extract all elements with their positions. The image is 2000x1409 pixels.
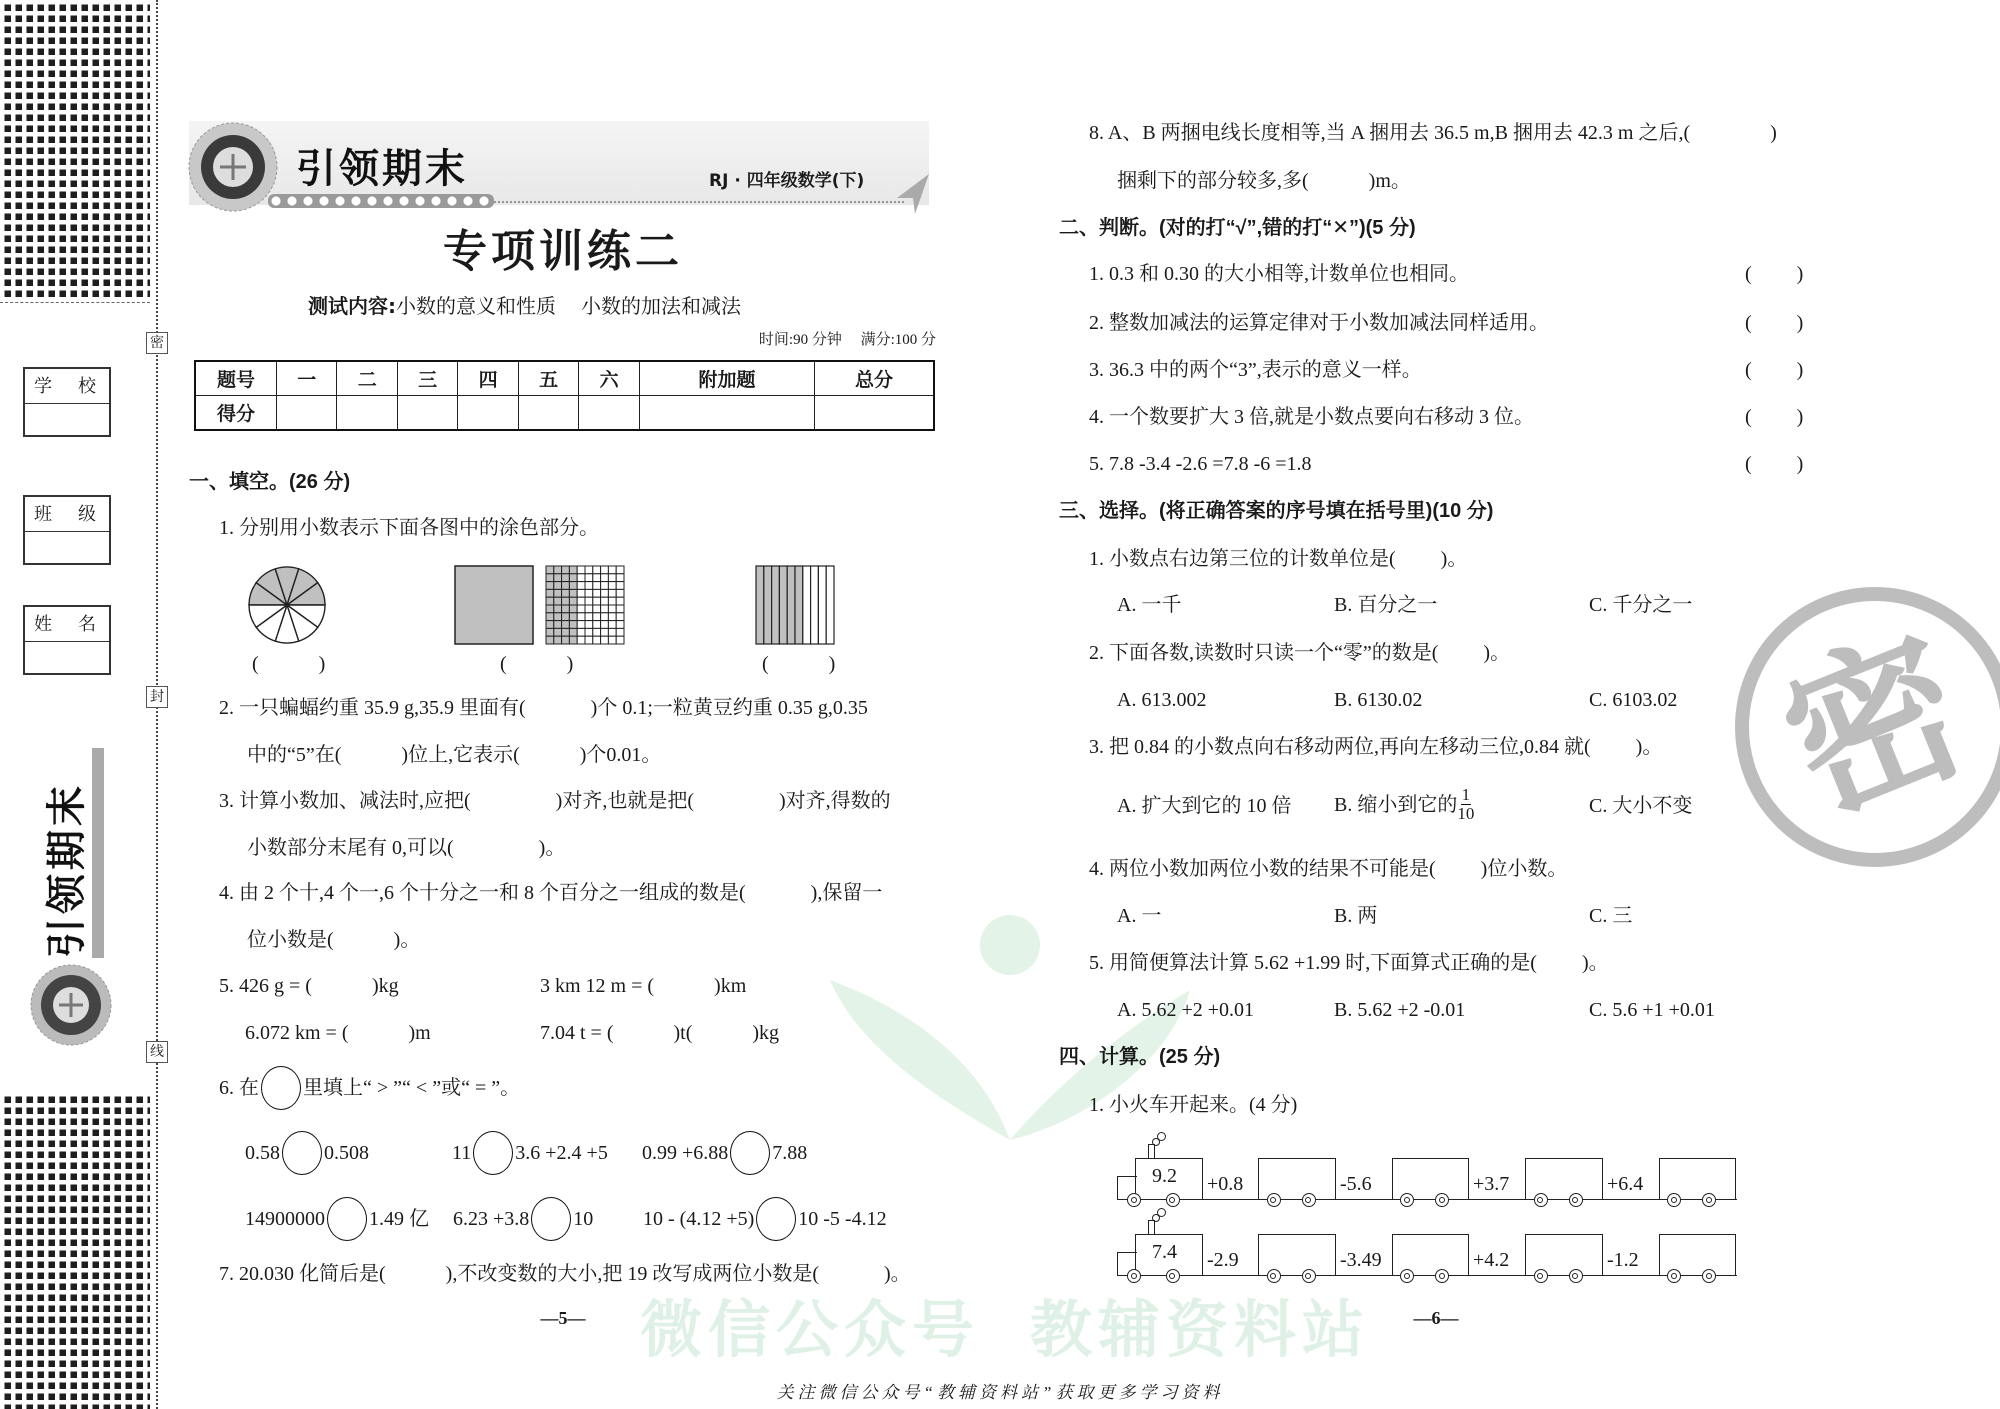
judgment-item: 5. 7.8 -3.4 -2.6 =7.8 -6 =1.8: [1089, 453, 1312, 475]
grid-cell: [554, 605, 562, 613]
train-row: [1100, 1128, 1760, 1208]
section-1-heading: 一、填空。(26 分): [189, 471, 351, 493]
grid-cell: [562, 597, 570, 605]
grid-cell: [616, 582, 624, 590]
footer-note: 关注微信公众号“教辅资料站”获取更多学习资料: [776, 1383, 1224, 1402]
score-cell[interactable]: [397, 396, 457, 431]
train-operation: -1.2: [1607, 1249, 1639, 1271]
score-cell[interactable]: [458, 396, 518, 431]
margin-logo-bar: [92, 748, 104, 958]
fraction-numerator: 1: [1461, 785, 1471, 804]
strip: [811, 566, 819, 644]
comparison-item: [452, 1131, 608, 1175]
train-operation: +3.7: [1473, 1173, 1510, 1195]
choice-option-a[interactable]: A. 613.002: [1117, 689, 1207, 711]
track-line: [1117, 1275, 1737, 1276]
margin-pattern-top: [0, 0, 150, 298]
choice-question: 4. 两位小数加两位小数的结果不可能是( )位小数。: [1089, 858, 1568, 880]
grid-cell: [585, 582, 593, 590]
train-operation: -5.6: [1340, 1173, 1372, 1195]
section-4-heading: 四、计算。(25 分): [1059, 1046, 1221, 1068]
question-1-3: 3. 计算小数加、减法时,应把( )对齐,也就是把( )对齐,得数的: [219, 790, 891, 812]
wheel-icon: [1400, 1269, 1414, 1283]
grid-cell: [546, 566, 554, 574]
grid-cell: [616, 621, 624, 629]
grid-cell: [554, 621, 562, 629]
grid-cell: [585, 621, 593, 629]
grid-cell: [577, 628, 585, 636]
page-number-left: —5—: [540, 1308, 586, 1328]
grid-cell: [569, 566, 577, 574]
score-cell[interactable]: [815, 396, 934, 431]
comparison-right: 10 -5 -4.12: [798, 1208, 887, 1230]
grid-cell: [608, 566, 616, 574]
choice-option-c[interactable]: C. 大小不变: [1589, 795, 1693, 817]
grid-cell: [585, 636, 593, 644]
page-number-right: —6—: [1413, 1308, 1459, 1328]
grid-cell: [601, 582, 609, 590]
grid-cell: [546, 613, 554, 621]
choice-option-b[interactable]: B. 百分之一: [1334, 594, 1438, 616]
comparison-blank[interactable]: [282, 1131, 322, 1175]
grid-cell: [546, 582, 554, 590]
time-and-score: 时间:90 分钟 满分:100 分: [758, 332, 936, 348]
header-logo-wheel-icon: [186, 120, 280, 214]
margin-divider: [0, 302, 150, 303]
grid-cell: [593, 605, 601, 613]
grid-cell: [608, 628, 616, 636]
header-cell: 二: [337, 361, 397, 396]
grid-cell: [577, 613, 585, 621]
comparison-left: 6.23 +3.8: [453, 1208, 530, 1230]
strip: [779, 566, 787, 644]
grid-cell: [569, 621, 577, 629]
engine-start-value: 7.4: [1152, 1241, 1177, 1263]
grid-cell: [593, 589, 601, 597]
q6-suffix: 里填上“ > ”“ < ”或“ = ”。: [303, 1077, 521, 1099]
score-table-header-row: [195, 361, 934, 396]
header-cell: 六: [579, 361, 639, 396]
strip: [803, 566, 811, 644]
grid-cell: [562, 582, 570, 590]
grid-cell: [608, 636, 616, 644]
comparison-item: [245, 1131, 369, 1175]
strip: [795, 566, 803, 644]
grid-cell: [601, 566, 609, 574]
paper-plane-icon: [895, 172, 931, 216]
strip: [764, 566, 772, 644]
grid-cell: [569, 574, 577, 582]
comparison-right: 0.508: [324, 1142, 369, 1164]
choice-option-a[interactable]: A. 扩大到它的 10 倍: [1117, 795, 1292, 817]
fraction-denominator: 10: [1457, 804, 1475, 823]
score-table-score-row: [195, 396, 934, 431]
subtitle-content: 小数的意义和性质 小数的加法和减法: [396, 296, 741, 318]
grid-cell: [546, 574, 554, 582]
wheel-icon: [1667, 1269, 1681, 1283]
track-line: [1117, 1199, 1737, 1200]
comparison-item: [245, 1197, 429, 1241]
judgment-item: 2. 整数加减法的运算定律对于小数加减法同样适用。: [1089, 312, 1549, 334]
name-label: 姓 名: [25, 607, 109, 642]
page-title: 专项训练二: [443, 226, 683, 277]
comparison-item: [643, 1197, 887, 1241]
grid-cell: [569, 582, 577, 590]
strip: [818, 566, 826, 644]
question-1-1: 1. 分别用小数表示下面各图中的涂色部分。: [219, 517, 599, 539]
comparison-right: 3.6 +2.4 +5: [515, 1142, 608, 1164]
grid-cell: [593, 582, 601, 590]
judgment-blank[interactable]: ( ): [1745, 312, 1804, 334]
class-label: 班 级: [25, 497, 109, 532]
seal-label-mi: 密: [146, 332, 168, 354]
grid-cell: [585, 628, 593, 636]
grid-cell: [593, 574, 601, 582]
grid-cell: [608, 605, 616, 613]
grid-cell: [554, 636, 562, 644]
choice-option-b[interactable]: B. 6130.02: [1334, 689, 1423, 711]
grid-cell: [577, 597, 585, 605]
choice-option-b[interactable]: B. 两: [1334, 905, 1378, 927]
grid-cell: [577, 636, 585, 644]
figure-answer-blank[interactable]: ( ): [762, 653, 836, 675]
grid-cell: [569, 589, 577, 597]
comparison-left: 11: [452, 1142, 472, 1164]
wheel-icon: [1166, 1269, 1180, 1283]
comparison-item: [453, 1197, 593, 1241]
score-table: [194, 360, 935, 431]
grid-cell: [616, 613, 624, 621]
grid-cell: [577, 574, 585, 582]
grid-cell: [593, 597, 601, 605]
grid-cell: [577, 605, 585, 613]
comparison-blank[interactable]: [756, 1197, 796, 1241]
watermark-leaf-logo: [820, 900, 1200, 1160]
judgment-blank[interactable]: ( ): [1745, 359, 1804, 381]
choice-option-c[interactable]: C. 5.6 +1 +0.01: [1589, 999, 1715, 1021]
grid-cell: [554, 613, 562, 621]
grid-cell: [546, 605, 554, 613]
comparison-right: 10: [573, 1208, 594, 1230]
class-field[interactable]: [23, 495, 111, 565]
header-cell: 附加题: [639, 361, 814, 396]
grid-cell: [577, 582, 585, 590]
figure-square-whole: [454, 565, 536, 645]
confidential-stamp: [1735, 587, 2000, 867]
compare-circle-icon: [261, 1066, 301, 1110]
grid-cell: [593, 613, 601, 621]
question-1-3-cont: 小数部分末尾有 0,可以( )。: [247, 837, 566, 859]
header-dot-strip: [268, 194, 494, 208]
grid-cell: [608, 574, 616, 582]
grid-cell: [546, 636, 554, 644]
figure-circle: [246, 565, 328, 645]
grid-cell: [585, 597, 593, 605]
school-label: 学 校: [25, 369, 109, 404]
comparison-left: 0.99 +6.88: [642, 1142, 729, 1164]
question-1-5b: 3 km 12 m = ( )km: [540, 975, 747, 997]
grid-cell: [593, 636, 601, 644]
section-3-heading: 三、选择。(将正确答案的序号填在括号里)(10 分): [1059, 500, 1494, 522]
grid-cell: [554, 597, 562, 605]
grid-cell: [608, 597, 616, 605]
grid-cell: [601, 613, 609, 621]
grid-cell: [585, 613, 593, 621]
choice-question: 1. 小数点右边第三位的计数单位是( )。: [1089, 548, 1468, 570]
choice-question: 3. 把 0.84 的小数点向右移动两位,再向左移动三位,0.84 就( )。: [1089, 736, 1663, 758]
stamp-text: 密: [1759, 603, 1991, 851]
grid-cell: [554, 574, 562, 582]
comparison-left: 0.58: [245, 1142, 280, 1164]
smoke-icon: [1157, 1132, 1166, 1141]
grid-cell: [616, 636, 624, 644]
subtitle-label: 测试内容:: [308, 294, 396, 318]
engine-start-value: 9.2: [1152, 1165, 1177, 1187]
grid-cell: [616, 589, 624, 597]
wheel-icon: [1127, 1269, 1141, 1283]
comparison-blank[interactable]: [531, 1197, 571, 1241]
header-logo-text: 引领期末: [296, 146, 468, 192]
score-row-label: 得分: [195, 396, 277, 431]
wheel-icon: [1267, 1269, 1281, 1283]
question-1-6: [219, 1066, 520, 1110]
header-cell: 题号: [195, 361, 277, 396]
question-1-4: 4. 由 2 个十,4 个一,6 个十分之一和 8 个百分之一组成的数是( ),保留一: [219, 882, 883, 904]
header-rule: [494, 201, 904, 203]
fraction: [1457, 786, 1474, 823]
question-1-2: 2. 一只蝙蝠约重 35.9 g,35.9 里面有( )个 0.1;一粒黄豆约重 0.35 g,0.35: [219, 697, 868, 719]
score-cell[interactable]: [639, 396, 814, 431]
grid-cell: [569, 597, 577, 605]
seal-label-xian: 线: [146, 1041, 168, 1063]
question-1-8-cont: 捆剩下的部分较多,多( )m。: [1117, 170, 1411, 192]
margin-logo-text: 引领期末: [44, 782, 90, 958]
grid-cell: [601, 574, 609, 582]
grid-cell: [601, 636, 609, 644]
header-cell: 四: [458, 361, 518, 396]
header-cell: 五: [518, 361, 578, 396]
choice-option-a[interactable]: A. 5.62 +2 +0.01: [1117, 999, 1255, 1021]
wheel-icon: [1302, 1269, 1316, 1283]
q6-prefix: 6. 在: [219, 1077, 259, 1099]
name-field[interactable]: [23, 605, 111, 675]
wheel-icon: [1435, 1269, 1449, 1283]
watermark-line-1: 微信公众号: [640, 1293, 981, 1366]
grid-cell: [593, 621, 601, 629]
judgment-blank[interactable]: ( ): [1745, 263, 1804, 285]
header-cell: 三: [397, 361, 457, 396]
grid-cell: [601, 628, 609, 636]
choice-option-b[interactable]: [1334, 786, 1474, 823]
comparison-left: 14900000: [245, 1208, 325, 1230]
header-edition: RJ · 四年级数学(下): [709, 171, 865, 191]
grid-cell: [616, 597, 624, 605]
judgment-blank[interactable]: ( ): [1745, 406, 1804, 428]
question-1-5c: 6.072 km = ( )m: [245, 1022, 431, 1044]
seal-label-feng: 封: [146, 686, 168, 708]
watermark-line-2: 教辅资料站: [1030, 1293, 1371, 1366]
grid-cell: [585, 605, 593, 613]
grid-cell: [585, 566, 593, 574]
grid-cell: [562, 605, 570, 613]
grid-cell: [569, 628, 577, 636]
grid-cell: [608, 589, 616, 597]
grid-cell: [562, 566, 570, 574]
question-1-5a: 5. 426 g = ( )kg: [219, 975, 399, 997]
grid-cell: [585, 589, 593, 597]
chimney-icon: [1148, 1144, 1155, 1159]
grid-cell: [593, 628, 601, 636]
figure-strips: [755, 565, 837, 645]
header-cell: 一: [277, 361, 337, 396]
choice-option-c[interactable]: C. 6103.02: [1589, 689, 1678, 711]
train-operation: +6.4: [1607, 1173, 1644, 1195]
question-1-8: 8. A、B 两捆电线长度相等,当 A 捆用去 36.5 m,B 捆用去 42.3 m 之后,( ): [1089, 122, 1777, 144]
grid-cell: [608, 582, 616, 590]
strip: [787, 566, 795, 644]
grid-cell: [585, 574, 593, 582]
grid-cell: [577, 621, 585, 629]
strip: [756, 566, 764, 644]
wheel-icon: [1534, 1269, 1548, 1283]
wheel-icon: [1702, 1269, 1716, 1283]
score-cell[interactable]: [337, 396, 397, 431]
grid-cell: [569, 605, 577, 613]
grid-cell: [562, 574, 570, 582]
grid-cell: [577, 589, 585, 597]
grid-cell: [562, 628, 570, 636]
strip: [826, 566, 834, 644]
calc-question-1: 1. 小火车开起来。(4 分): [1089, 1094, 1298, 1116]
wheel-icon: [1569, 1269, 1583, 1283]
comparison-right: 7.88: [772, 1142, 808, 1164]
comparison-right: 1.49 亿: [369, 1208, 429, 1230]
grid-cell: [601, 597, 609, 605]
grid-cell: [616, 566, 624, 574]
grid-cell: [601, 621, 609, 629]
score-cell[interactable]: [518, 396, 578, 431]
judgment-item: 3. 36.3 中的两个“3”,表示的意义一样。: [1089, 359, 1422, 381]
subtitle: [308, 294, 741, 319]
figure-hundred-grid: [545, 565, 627, 645]
choice-option-c[interactable]: C. 千分之一: [1589, 594, 1693, 616]
grid-cell: [608, 621, 616, 629]
margin-pattern-bottom: [0, 1092, 150, 1409]
judgment-item: 1. 0.3 和 0.30 的大小相等,计数单位也相同。: [1089, 263, 1469, 285]
grid-cell: [593, 566, 601, 574]
grid-cell: [546, 628, 554, 636]
score-cell[interactable]: [277, 396, 337, 431]
train-operation: -2.9: [1207, 1249, 1239, 1271]
choice-question: 5. 用简便算法计算 5.62 +1.99 时,下面算式正确的是( )。: [1089, 952, 1609, 974]
strip: [772, 566, 780, 644]
header-cell: 总分: [815, 361, 934, 396]
comparison-blank[interactable]: [730, 1131, 770, 1175]
figure-answer-blank[interactable]: ( ): [500, 653, 574, 675]
smoke-icon: [1157, 1208, 1166, 1217]
choice-option-a[interactable]: A. 一千: [1117, 594, 1182, 616]
train-row: [1100, 1204, 1760, 1284]
comparison-blank[interactable]: [473, 1131, 513, 1175]
comparison-item: [642, 1131, 807, 1175]
grid-cell: [546, 589, 554, 597]
school-field[interactable]: [23, 367, 111, 437]
grid-cell: [562, 636, 570, 644]
grid-cell: [577, 566, 585, 574]
question-1-7: 7. 20.030 化简后是( ),不改变数的大小,把 19 改写成两位小数是( )。: [219, 1263, 911, 1285]
grid-cell: [608, 613, 616, 621]
judgment-item: 4. 一个数要扩大 3 倍,就是小数点要向右移动 3 位。: [1089, 406, 1534, 428]
grid-cell: [546, 597, 554, 605]
margin-logo-wheel-icon: [28, 962, 114, 1048]
figure-answer-blank[interactable]: ( ): [252, 653, 326, 675]
grid-cell: [562, 613, 570, 621]
grid-cell: [616, 628, 624, 636]
train-operation: -3.49: [1340, 1249, 1382, 1271]
choice-option-b[interactable]: B. 5.62 +2 -0.01: [1334, 999, 1466, 1021]
train-operation: +0.8: [1207, 1173, 1244, 1195]
train-operation: +4.2: [1473, 1249, 1510, 1271]
grid-cell: [554, 589, 562, 597]
choice-option-c[interactable]: C. 三: [1589, 905, 1633, 927]
option-b-text: B. 缩小到它的: [1334, 793, 1458, 816]
comparison-left: 10 - (4.12 +5): [643, 1208, 755, 1230]
score-cell[interactable]: [579, 396, 639, 431]
grid-cell: [601, 589, 609, 597]
question-1-2-cont: 中的“5”在( )位上,它表示( )个0.01。: [247, 744, 662, 766]
chimney-icon: [1148, 1220, 1155, 1235]
grid-cell: [562, 621, 570, 629]
grid-cell: [616, 574, 624, 582]
choice-option-a[interactable]: A. 一: [1117, 905, 1162, 927]
question-1-4-cont: 位小数是( )。: [247, 929, 421, 951]
judgment-blank[interactable]: ( ): [1745, 453, 1804, 475]
section-2-heading: 二、判断。(对的打“√”,错的打“✕”)(5 分): [1059, 217, 1416, 239]
grid-cell: [546, 621, 554, 629]
grid-cell: [554, 628, 562, 636]
grid-cell: [554, 566, 562, 574]
comparison-blank[interactable]: [327, 1197, 367, 1241]
choice-question: 2. 下面各数,读数时只读一个“零”的数是( )。: [1089, 642, 1511, 664]
grid-cell: [569, 613, 577, 621]
grid-cell: [616, 605, 624, 613]
grid-cell: [601, 605, 609, 613]
grid-cell: [569, 636, 577, 644]
grid-cell: [562, 589, 570, 597]
grid-cell: [554, 582, 562, 590]
question-1-5d: 7.04 t = ( )t( )kg: [540, 1022, 780, 1044]
